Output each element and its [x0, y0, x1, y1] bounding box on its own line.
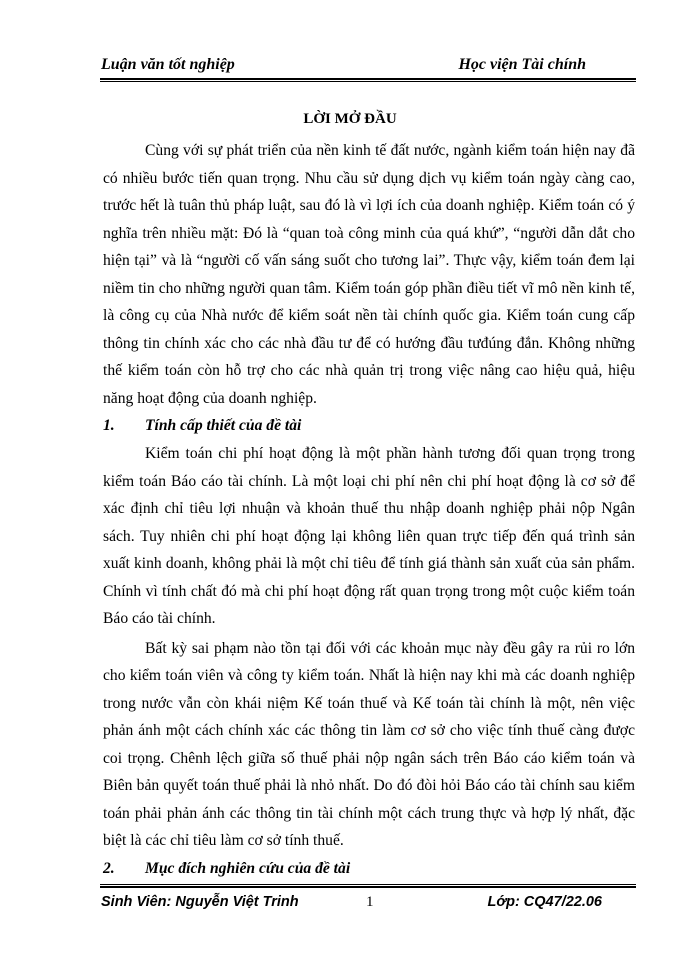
section1-paragraph-1: Kiểm toán chi phí hoạt động là một phần hành tương đối quan trọng trong kiểm toán Báo cáo tài chính. Là một loại chi phí nên chi phí hoạt động là cơ sở để xác định chỉ tiêu lợi nhuận và khoản thuế thu nhập doanh nghiệp phải nộp Ngân sách. Tuy nhiên chi phí hoạt động lại không liên quan trực tiếp đến quá trình sản xuất kinh doanh, không phải là một chỉ tiêu để tính giá thành sản xuất của sản phẩm. Chính vì tính chất đó mà chi phí hoạt động rất quan trọng trong một cuộc kiểm toán Báo cáo tài chính. — [103, 445, 635, 627]
footer-student-name: Sinh Viên: Nguyễn Việt Trinh — [101, 894, 299, 910]
section-heading-2 — [103, 855, 635, 883]
intro-paragraph: Cùng với sự phát triển của nền kinh tế đất nước, ngành kiểm toán hiện nay đã có nhiều bước tiến quan trọng. Nhu cầu sử dụng dịch vụ kiểm toán ngày càng cao, trước hết là tuân thủ pháp luật, sau đó là vì lợi ích của doanh nghiệp. Kiểm toán có ý nghĩa trên nhiều mặt: Đó là “quan toà công minh của quá khứ”, “người dẫn dắt cho hiện tại” và là “người cố vấn sáng suốt cho tương lai”. Thực vậy, kiểm toán đem lại niềm tin cho những người quan tâm. Kiểm toán góp phần điều tiết vĩ mô nền kinh tế, là công cụ của Nhà nước để kiểm soát nền tài chính quốc gia. Kiểm toán cung cấp thông tin chính xác cho các nhà đầu tư để có hướng đầu tưđúng đắn. Không những thế kiểm toán còn hỗ trợ cho các nhà quản trị trong việc nâng cao hiệu quả, hiệu năng hoạt động của doanh nghiệp. — [103, 142, 635, 407]
section1-paragraph-2: Bất kỳ sai phạm nào tồn tại đối với các khoản mục này đều gây ra rủi ro lớn cho kiểm toán viên và công ty kiểm toán. Nhất là hiện nay khi mà các doanh nghiệp trong nước vẫn còn khái niệm Kế toán thuế và Kế toán tài chính là một, nên việc phản ánh một cách chính xác các thông tin làm cơ sở cho việc tính thuế càng được coi trọng. Chênh lệch giữa số thuế phải nộp ngân sách trên Báo cáo kiểm toán và Biên bản quyết toán thuế phải là nhỏ nhất. Do đó đòi hỏi Báo cáo tài chính sau kiểm toán phải phản ánh các thông tin tài chính một cách trung thực và hợp lý nhất, đặc biệt là các chỉ tiêu làm cơ sở tính thuế. — [103, 639, 635, 849]
page-footer — [100, 894, 636, 916]
section-title: Tính cấp thiết của đề tài — [145, 417, 302, 434]
section-number: 1. — [103, 417, 115, 434]
header-thesis-label: Luận văn tốt nghiệp — [101, 56, 235, 73]
page-header — [100, 56, 636, 80]
header-institution: Học viện Tài chính — [458, 56, 586, 73]
page-title: LỜI MỞ ĐẦU — [303, 111, 397, 127]
page-number: 1 — [366, 894, 374, 910]
document-body — [103, 137, 635, 883]
section-title: Mục đích nghiên cứu của đề tài — [145, 859, 351, 877]
footer-divider — [100, 884, 636, 888]
footer-class-code: Lớp: CQ47/22.06 — [487, 894, 602, 910]
header-divider — [100, 78, 636, 82]
section-number: 2. — [103, 859, 115, 877]
section-heading-1 — [103, 412, 635, 440]
